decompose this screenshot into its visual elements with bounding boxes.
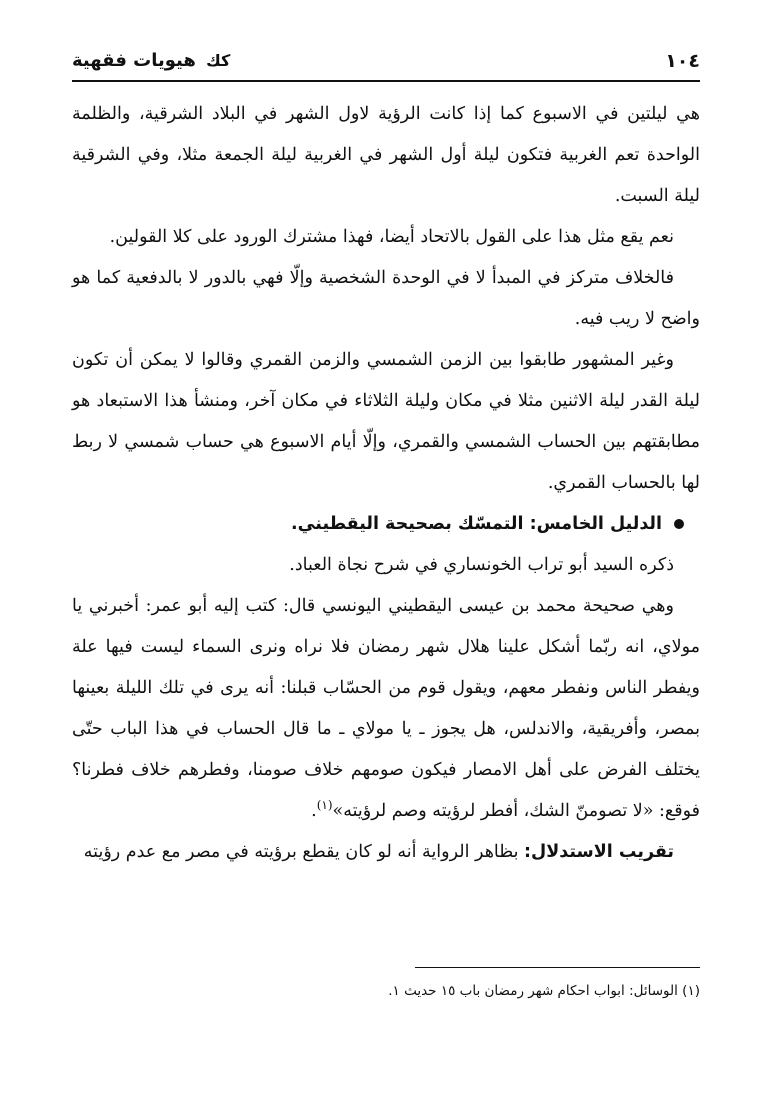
paragraph-lead: تقريب الاستدلال:	[524, 842, 674, 862]
paragraph: وغير المشهور طابقوا بين الزمن الشمسي والزمن القمري وقالوا لا يمكن أن تكون ليلة القدر ليلة الاثنين مثلا في مكان وليلة الثلاثاء في مكان آخر، ومنشأ هذا الاستبعاد هو مطابقتهم بين الحساب الشمسي والقمري، وإلّا أيام الاسبوع هي حساب شمسي لا ربط لها بالحساب القمري.	[72, 350, 700, 493]
paragraph: نعم يقع مثل هذا على القول بالاتحاد أيضا، فهذا مشترك الورود على كلا القولين.	[109, 227, 674, 247]
running-title-text: هيويات فقهية	[72, 50, 196, 71]
body-text	[72, 94, 700, 873]
running-title	[72, 50, 230, 71]
footnote-reference: (١)	[316, 798, 333, 813]
footnote-divider	[415, 967, 700, 968]
hadith-text: وهي صحيحة محمد بن عيسى اليقطيني اليونسي قال: كتب إليه أبو عمر: أخبرني يا مولاي، انه ربّما أشكل علينا هلال شهر رمضان فلا نراه ونرى السماء ليست فيها علة ويفطر الناس ونفطر معهم، ويقول قوم من الحسّاب قبلنا: أنه يرى في تلك الليلة بعينها بمصر، وأفريقية، والاندلس، هل يجوز ـ يا مولاي ـ ما قال الحساب في هذا الباب حتّى يختلف الفرض على أهل الامصار فيكون صومهم خلاف صومنا، وفطرهم خلاف فطرنا؟ فوقع: «لا تصومنّ الشك، أفطر لرؤيته وصم لرؤيته»	[72, 596, 700, 821]
page-number: ١٠٤	[665, 50, 700, 72]
hadith-end: .	[311, 801, 317, 821]
bullet-icon	[674, 519, 684, 529]
section-heading-text: الدليل الخامس: التمسّك بصحيحة اليقطيني.	[290, 514, 662, 534]
section-heading	[72, 504, 700, 545]
paragraph: فالخلاف متركز في المبدأ لا في الوحدة الشخصية وإلّا فهي بالدور لا بالدفعية كما هو واضح لا ريب فيه.	[72, 268, 700, 329]
paragraph: ذكره السيد أبو تراب الخونساري في شرح نجاة العباد.	[289, 555, 674, 575]
page-header	[72, 50, 700, 82]
running-title-mark: كك	[206, 51, 231, 70]
paragraph-last-text: بظاهر الرواية أنه لو كان يقطع برؤيته في مصر مع عدم رؤيته	[83, 842, 525, 862]
paragraph-hadith	[72, 586, 700, 832]
paragraph-last	[72, 832, 700, 873]
footnote: (١) الوسائل: ابواب احكام شهر رمضان باب ١٥ حديث ١.	[388, 983, 700, 999]
paragraph: هي ليلتين في الاسبوع كما إذا كانت الرؤية لاول الشهر في البلاد الشرقية، والظلمة الواحدة تعم الغربية فتكون ليلة أول الشهر في الغربية ليلة الجمعة مثلا، وفي الشرقية ليلة السبت.	[72, 104, 700, 206]
